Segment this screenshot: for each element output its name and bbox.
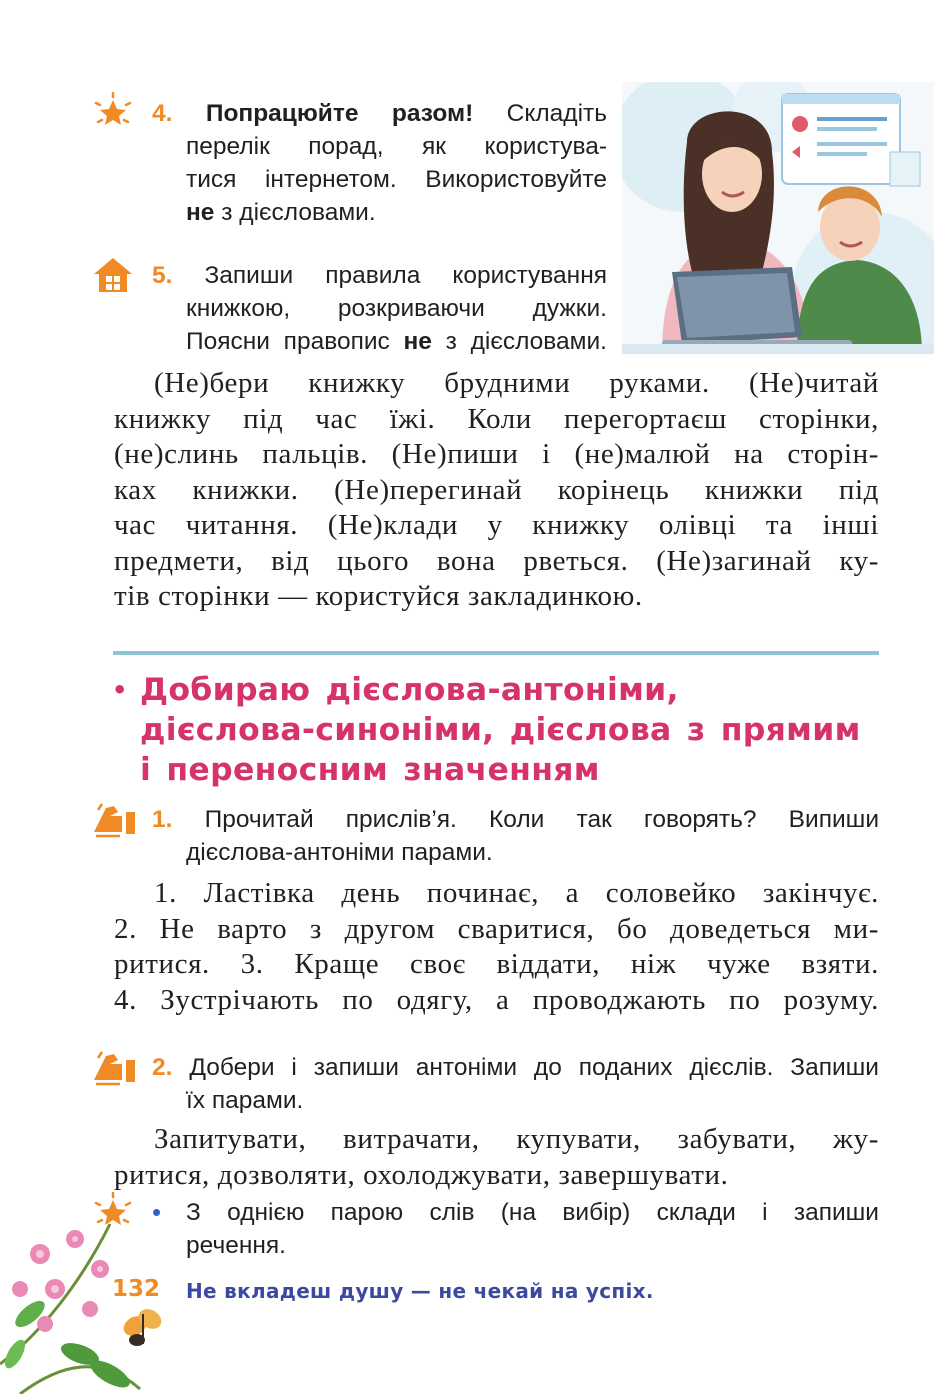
section-divider [113,651,879,655]
footer-proverb: Не вкладеш душу — не чекай на успіх. [186,1279,654,1303]
task-number: 1. [152,806,173,833]
writing-hand-icon [92,802,138,838]
butterfly-icon [120,1305,165,1346]
subtask-bullet: • [152,1197,162,1227]
section-heading: • Добираю дієслова-антоніми, дієслова-синоніми, дієслова з прямим і переносним значенням [112,672,861,788]
verbs-text: Запитувати, витрачати, купувати, забувати, жу- ритися, дозволяти, охолоджувати, завершувати. [114,1123,879,1191]
task-2: 2. Добери і запиши антоніми до поданих дієслів. Запиши їх парами. [152,1054,879,1114]
proverbs-text: 1. Ластівка день починає, а соловейко закінчує. 2. Не варто з другом сваритися, бо доведеться ми- ритися. 3. Краще своє віддати, ніж чуже взяти. 4. Зустрічають по одягу, а проводжають по розуму. [114,877,879,1016]
task-5: 5. Запиши правила користування книжкою, розкриваючи дужки. Поясни правопис не з дієсловами. [152,262,607,355]
task-4: 4. Попрацюйте разом! Складіть перелік порад, як користува- тися інтернетом. Використовуйте не з дієсловами. [152,100,608,226]
flowers-decoration [0,1214,170,1394]
page-number: 132 [112,1276,161,1302]
writing-hand-icon [92,1050,138,1086]
heading-bullet: • [112,676,128,704]
illustration-mother-and-son-laptop [622,82,934,354]
task-number: 2. [152,1054,173,1081]
star-icon [92,92,134,132]
task-lead: Попрацюйте разом! [205,100,474,127]
subtask: • З однією парою слів (на вибір) склади і запиши речення. [152,1197,879,1259]
task-number: 4. [152,100,173,127]
task-1: 1. Прочитай прислів’я. Коли так говорять? Випиши дієслова-антоніми парами. [152,806,880,866]
home-icon [92,256,134,294]
task-number: 5. [152,262,173,289]
book-rules-text: (Не)бери книжку брудними руками. (Не)читай книжку під час їжі. Коли перегортаєш сторінки, (не)слинь пальців. (Не)пиши і (не)малюй на сторін- ках книжки. (Не)перегинай корінець книжки під час читання. (Не)клади у книжку олівці та інші предмети, від цього вона рветься. (Не)загинай ку- тів сторінки — користуйся закладинкою. [114,367,879,612]
